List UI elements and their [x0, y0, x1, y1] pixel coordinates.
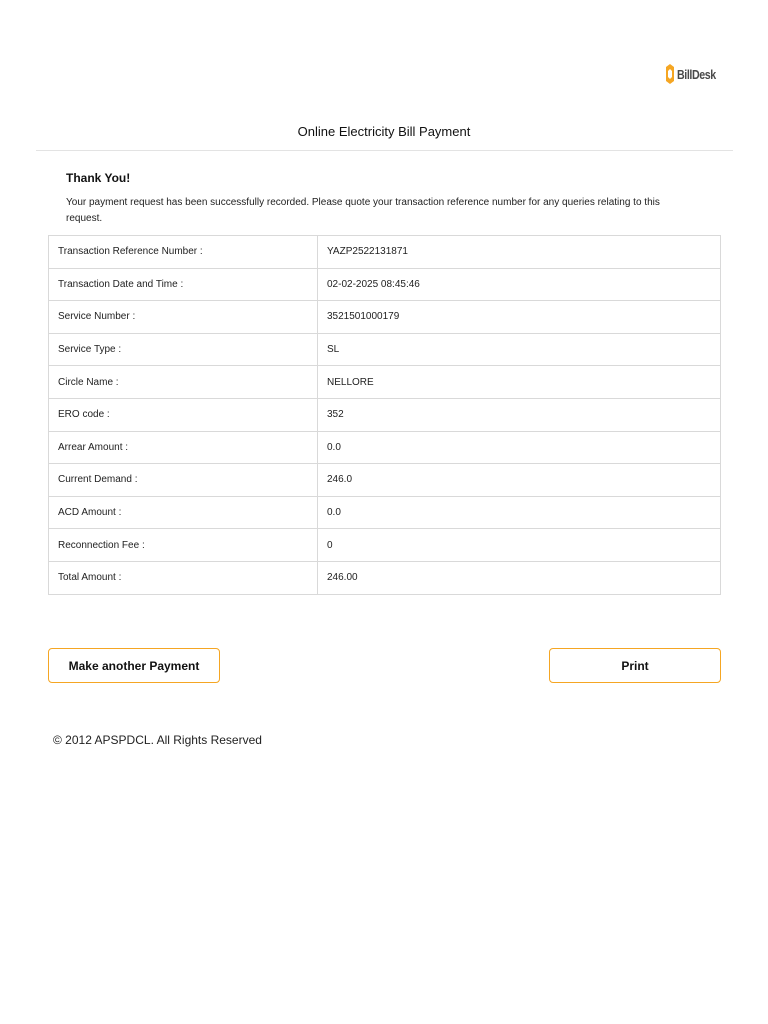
copyright-footer: © 2012 APSPDCL. All Rights Reserved: [53, 733, 262, 747]
transaction-reference-value: YAZP2522131871: [318, 236, 721, 269]
table-row: [49, 366, 721, 399]
service-number-value: 3521501000179: [318, 301, 721, 334]
service-number-label: Service Number :: [49, 301, 318, 334]
table-row: [49, 529, 721, 562]
reconnection-fee-label: Reconnection Fee :: [49, 529, 318, 562]
table-row: [49, 464, 721, 497]
transaction-datetime-value: 02-02-2025 08:45:46: [318, 268, 721, 301]
billdesk-logo-text: BillDesk: [677, 66, 716, 82]
arrear-amount-label: Arrear Amount :: [49, 431, 318, 464]
make-another-payment-button[interactable]: Make another Payment: [48, 648, 220, 683]
arrear-amount-value: 0.0: [318, 431, 721, 464]
service-type-value: SL: [318, 333, 721, 366]
page-title: Online Electricity Bill Payment: [297, 124, 471, 139]
table-row: [49, 431, 721, 464]
current-demand-label: Current Demand :: [49, 464, 318, 497]
thank-you-heading: Thank You!: [66, 171, 131, 185]
table-row: [49, 496, 721, 529]
transaction-datetime-label: Transaction Date and Time :: [49, 268, 318, 301]
ero-code-label: ERO code :: [49, 398, 318, 431]
total-amount-label: Total Amount :: [49, 561, 318, 594]
table-row: [49, 268, 721, 301]
service-type-label: Service Type :: [49, 333, 318, 366]
table-row: [49, 561, 721, 594]
acd-amount-value: 0.0: [318, 496, 721, 529]
ero-code-value: 352: [318, 398, 721, 431]
print-button[interactable]: Print: [549, 648, 721, 683]
table-row: [49, 398, 721, 431]
table-row: [49, 236, 721, 269]
transaction-reference-label: Transaction Reference Number :: [49, 236, 318, 269]
title-divider: [36, 150, 733, 151]
table-row: [49, 301, 721, 334]
circle-name-label: Circle Name :: [49, 366, 318, 399]
circle-name-value: NELLORE: [318, 366, 721, 399]
total-amount-value: 246.00: [318, 561, 721, 594]
transaction-details-table: [48, 235, 721, 595]
billdesk-logo-icon: [665, 63, 675, 85]
confirmation-message: Your payment request has been successfully recorded. Please quote your transaction reference number for any queries relating to this request.: [66, 197, 660, 224]
reconnection-fee-value: 0: [318, 529, 721, 562]
acd-amount-label: ACD Amount :: [49, 496, 318, 529]
table-row: [49, 333, 721, 366]
current-demand-value: 246.0: [318, 464, 721, 497]
billdesk-logo: [665, 63, 724, 85]
